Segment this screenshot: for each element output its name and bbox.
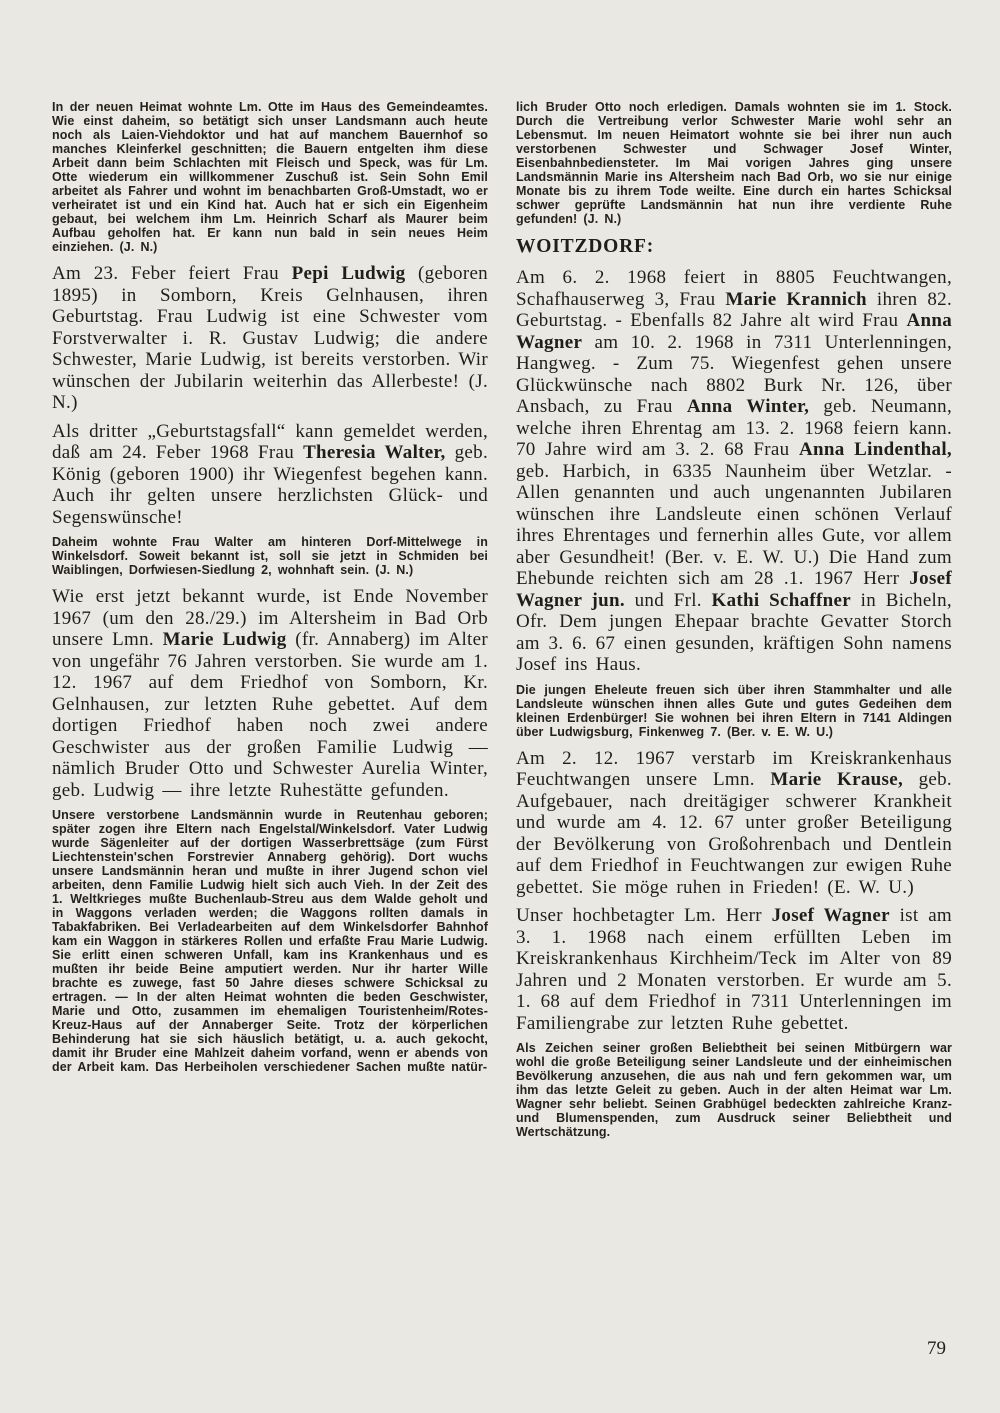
text-run: Am 23. Feber feiert Frau — [52, 263, 292, 284]
left-column — [52, 100, 488, 1148]
paragraph — [516, 1041, 952, 1139]
text-run: ist am 3. 1. 1968 nach einem erfüllten Leben im Kreiskrankenhaus Kirchheim/Teck im Alter von 89 Jahren und 2 Monaten verstorben. Er wurde am 5. 1. 68 auf dem Friedhof in 7311 Unterlenningen im Familiengrabe zur letzten Ruhe gebettet. — [516, 905, 953, 1034]
text-run: geb. König (geboren 1900) ihr Wiegenfest begehen kann. Auch ihr gelten unsere herzlichsten Glück- und Segenswünsche! — [52, 442, 488, 528]
paragraph — [52, 808, 488, 1074]
text-run: in Bicheln, Ofr. Dem jungen Ehepaar brachte Gevatter Storch am 3. 6. 67 einen gesunden, kräftigen Sohn namens Josef ins Haus. — [516, 589, 952, 675]
paragraph — [52, 421, 488, 529]
bold-text-run: Marie Krause, — [770, 769, 904, 790]
paragraph — [516, 267, 952, 676]
paragraph — [516, 905, 952, 1034]
text-run: Am 6. 2. 1968 feiert in 8805 Feuchtwangen, Schafhauserweg 3, Frau — [516, 267, 952, 310]
paragraph — [52, 100, 488, 254]
bold-text-run: Marie Krannich — [725, 288, 867, 310]
paragraph — [52, 263, 488, 414]
text-run: Wie erst jetzt bekannt wurde, ist Ende November 1967 (um den 28./29.) im Altersheim in Bad Orb unsere Lmn. — [52, 586, 488, 650]
bold-text-run: Anna Wagner — [516, 310, 952, 353]
text-run: WOITZDORF: — [516, 236, 655, 257]
text-run: geb. Aufgebauer, nach dreitägiger schwerer Krankheit und wurde am 4. 12. 67 unter großer Beteiligung der Bevölkerung von Großohrenbach und Dentlein auf dem Friedhof in Feuchtwangen zur ewigen Ruhe gebettet. Sie möge ruhen in Frieden! (E. W. U.) — [516, 769, 952, 898]
text-run: Unsere verstorbene Landsmännin wurde in Reutenhau geboren; später zogen ihre Eltern nach Engelstal/Winkelsdorf. Vater Ludwig wurde Sägenleiter auf der dortigen Wasserbrettsäge (zum Fürst Liechtenstein'schen Forstrevier Annaberg gehörig). Dort wuchs unsere Landsmännin heran und mußte in ihrer Jugend schon viel arbeiten, denn Familie Ludwig hielt sich auch Vieh. In der Zeit des 1. Weltkrieges mußte Buchenlaub-Streu aus dem Walde geholt und in Waggons verladen werden; die Waggons rollten damals in Tabakfabriken. Bei Verladearbeiten auf dem Winkelsdorfer Bahnhof kam ein Waggon in stärkeres Rollen und erfaßte Frau Marie Ludwig. Sie erlitt einen schweren Unfall, kam ins Krankenhaus und es mußten ihr beide Beine amputiert werden. Nur ihr harter Wille brachte es zuwege, fast 50 Jahre dieses schwere Schicksal zu ertragen. — In der alten Heimat wohnten die beden Geschwister, Marie und Otto, zusammen im ehemaligen Touristenheim/Rotes-Kreuz-Haus auf der Annaberger Seite. Trotz der körperlichen Behinderung hat sie sich häuslich betätigt, u. a. auch gekocht, damit ihr Bruder eine Mahlzeit daheim vorfand, wenn er abends von der Arbeit kam. Das Herbeiholen verschiedener Sachen mußte natür- — [52, 808, 488, 1074]
text-run: Als dritter „Geburtstagsfall“ kann gemeldet werden, daß am 24. Feber 1968 Frau — [52, 420, 488, 463]
page-number: 79 — [927, 1338, 946, 1359]
paragraph — [516, 748, 952, 899]
two-column-layout — [52, 100, 953, 1148]
paragraph — [52, 535, 488, 577]
paragraph — [516, 683, 952, 739]
right-column — [516, 100, 952, 1148]
bold-text-run: Pepi Ludwig — [291, 263, 406, 284]
text-run: Am 2. 12. 1967 verstarb im Kreiskrankenhaus Feuchtwangen unsere Lmn. — [516, 747, 952, 790]
text-run: und Frl. — [624, 589, 712, 611]
text-run: Unser hochbetagter Lm. Herr — [516, 905, 772, 926]
bold-text-run: Josef Wagner — [771, 905, 890, 926]
bold-text-run: Theresia Walter, — [303, 442, 446, 463]
paragraph — [52, 586, 488, 801]
paragraph — [516, 100, 952, 226]
text-run: Die jungen Eheleute freuen sich über ihren Stammhalter und alle Landsleute wünschen ihnen alles Gute und gutes Gedeihen dem kleinen Erdenbürger! Sie wohnen bei ihren Eltern in 7141 Aldingen über Ludwigsburg, Finkenweg 7. (Ber. v. E. W. U.) — [516, 682, 952, 739]
bold-text-run: Kathi Schaffner — [711, 589, 851, 611]
text-run: am 10. 2. 1968 in 7311 Unterlenningen, Hangweg. - Zum 75. Wiegenfest gehen unsere Glückwünsche nach 8802 Burk Nr. 126, über Ansbach, zu Frau — [516, 331, 952, 417]
text-run: ihren 82. Geburtstag. - Ebenfalls 82 Jahre alt wird Frau — [516, 288, 952, 331]
text-run: (fr. Annaberg) im Alter von ungefähr 76 Jahren verstorben. Sie wurde am 1. 12. 1967 auf dem Friedhof von Somborn, Kr. Gelnhausen, zur letzten Ruhe gebettet. Auf dem dortigen Friedhof haben noch zwei andere Geschwister aus der großen Familie Ludwig — nämlich Bruder Otto und Schwester Aurelia Winter, geb. Ludwig — ihre letzte Ruhestätte gefunden. — [52, 629, 488, 801]
section-heading — [516, 236, 952, 258]
text-run: geb. Neumann, welche ihren Ehrentag am 13. 2. 1968 feiern kann. 70 Jahre wird am 3. 2. 68 Frau — [516, 396, 952, 460]
text-run: Daheim wohnte Frau Walter am hinteren Dorf-Mittelwege in Winkelsdorf. Soweit bekannt ist, soll sie jetzt in Schmiden bei Waiblingen, Dorfwiesen-Siedlung 2, wohnhaft sein. (J. N.) — [52, 535, 488, 577]
text-run: In der neuen Heimat wohnte Lm. Otte im Haus des Gemeindeamtes. Wie einst daheim, so betätigt sich unser Landsmann auch heute noch als Laien-Viehdoktor und hat auf manchem Bauernhof so manches Kleinferkel geschnitten; die Bauern entgelten ihm diese Arbeit dann beim Schlachten mit Fleisch und Speck, was für Lm. Otte wiederum ein willkommener Zuschuß ist. Sein Sohn Emil arbeitet als Fahrer und wohnt im benachbarten Groß-Umstadt, wo er verheiratet ist und ein Kind hat. Auch hat er sich ein Eigenheim gebaut, bei welchem ihm Lm. Heinrich Scharf als Maurer beim Aufbau geholfen hat. Er kann nun bald in sein neues Heim einziehen. (J. N.) — [52, 100, 488, 254]
text-run: geb. Harbich, in 6335 Naunheim über Wetzlar. - Allen genannten und auch ungenannten Jubilaren wünschen ihre Landsleute einen schönen Verlauf ihres Ehrentages und fernerhin alles Gute, vor allem aber Gesundheit! (Ber. v. E. W. U.) Die Hand zum Ehebunde reichten sich am 28 .1. 1967 Herr — [516, 460, 952, 589]
text-run: Als Zeichen seiner großen Beliebtheit bei seinen Mitbürgern war wohl die große Beteiligung seiner Landsleute und der einheimischen Bevölkerung anzusehen, die aus nah und fern gekommen war, um ihm das letzte Geleit zu geben. Auch in der alten Heimat war Lm. Wagner sehr beliebt. Seinen Grabhügel bedeckten zahlreiche Kranz- und Blumenspenden, zum Ausdruck seiner Beliebtheit und Wertschätzung. — [516, 1041, 952, 1139]
bold-text-run: Anna Winter, — [686, 396, 810, 417]
text-run: lich Bruder Otto noch erledigen. Damals wohnten sie im 1. Stock. Durch die Vertreibung verlor Schwester Marie wohl sehr an Lebensmut. Im neuen Heimatort wohnte sie bei ihrer nun auch verstorbenen Schwester und Schwager Josef Winter, Eisenbahnbediensteter. Im Mai vorigen Jahres ging unsere Landsmännin Marie ins Altersheim nach Bad Orb, wo sie nur einige Monate bis zu ihrem Tode weilte. Eine durch ein hartes Schicksal schwer geprüfte Landsmännin hat nun ihre verdiente Ruhe gefunden! (J. N.) — [516, 100, 952, 226]
text-run: (geboren 1895) in Somborn, Kreis Gelnhausen, ihren Geburtstag. Frau Ludwig ist eine Schwester vom Forstverwalter i. R. Gustav Ludwig; die andere Schwester, Marie Ludwig, ist bereits verstorben. Wir wünschen der Jubilarin weiterhin das Allerbeste! (J. N.) — [52, 263, 488, 413]
bold-text-run: Marie Ludwig — [162, 629, 287, 650]
bold-text-run: Anna Lindenthal, — [799, 439, 952, 460]
bold-text-run: Josef Wagner jun. — [516, 568, 952, 611]
